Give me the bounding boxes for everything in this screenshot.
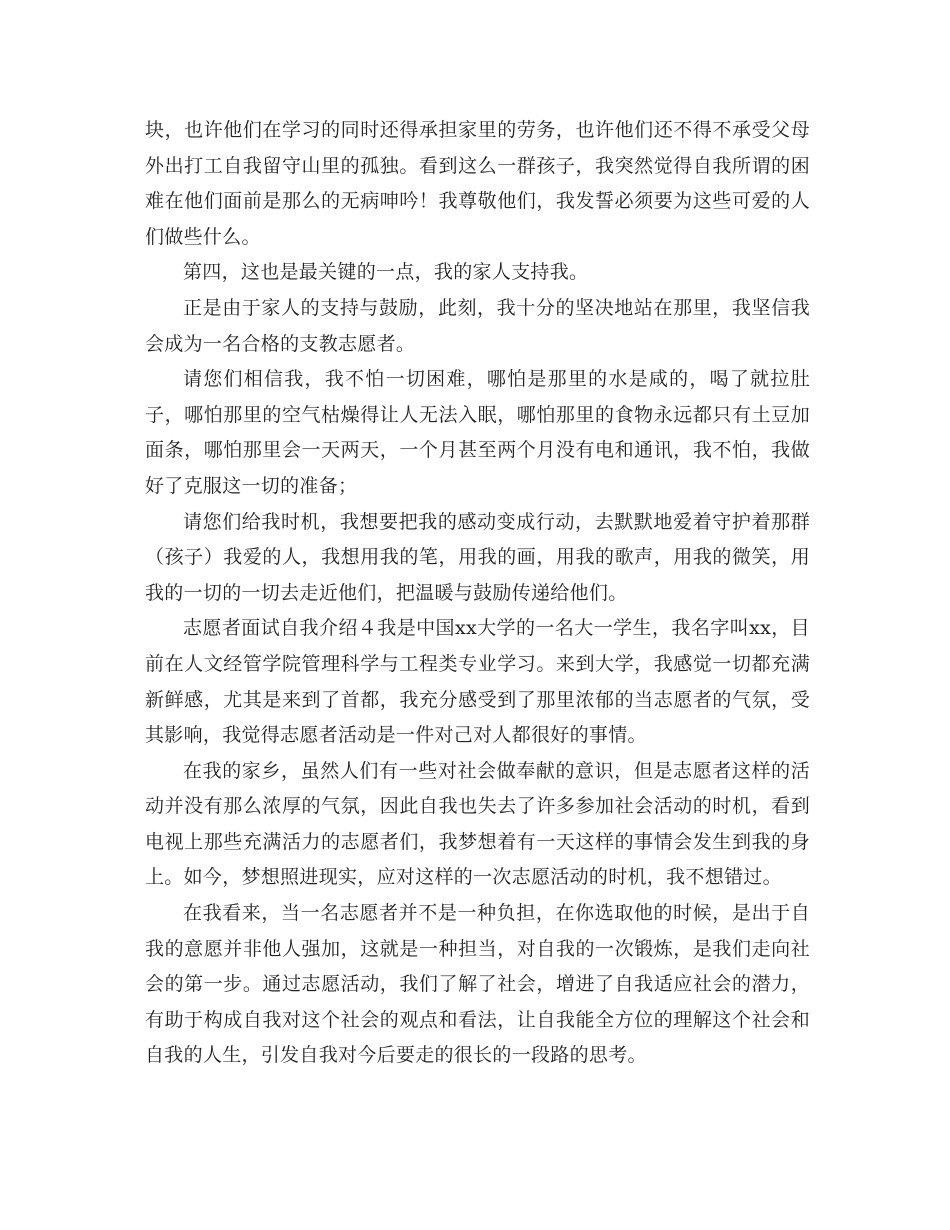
paragraph-self-intro-4: 志愿者面试自我介绍４我是中国xx大学的一名大一学生，我名字叫xx，目前在人文经管学院管理科学与工程类专业学习。来到大学，我感觉一切都充满新鲜感，尤其是来到了首都，我充分感受到了那里浓郁的当志愿者的气氛，受其影响，我觉得志愿者活动是一件对己对人都很好的事情。 xyxy=(145,617,810,747)
paragraph-determination: 正是由于家人的支持与鼓励，此刻，我十分的坚决地站在那里，我坚信我会成为一名合格的支教志愿者。 xyxy=(145,296,810,355)
paragraph-hometown: 在我的家乡，虽然人们有一些对社会做奉献的意识，但是志愿者这样的活动并没有那么浓厚的气氛，因此自我也失去了许多参加社会活动的时机，看到电视上那些充满活力的志愿者们，我梦想着有一天这样的事情会发生到我的身上。如今，梦想照进现实，应对这样的一次志愿活动的时机，我不想错过。 xyxy=(145,759,810,889)
document-body xyxy=(145,113,810,1074)
paragraph-give-chance: 请您们给我时机，我想要把我的感动变成行动，去默默地爱着守护着那群（孩子）我爱的人，我想用我的笔，用我的画，用我的歌声，用我的微笑，用我的一切的一切去走近他们，把温暖与鼓励传递给他们。 xyxy=(145,510,810,604)
paragraph-family-support: 第四，这也是最关键的一点，我的家人支持我。 xyxy=(183,261,589,284)
paragraph-continuation: 块，也许他们在学习的同时还得承担家里的劳务，也许他们还不得不承受父母外出打工自我留守山里的孤独。看到这么一群孩子，我突然觉得自我所谓的困难在他们面前是那么的无病呻吟！我尊敬他们，我发誓必须要为这些可爱的人们做些什么。 xyxy=(145,119,810,248)
paragraph-not-afraid: 请您们相信我，我不怕一切困难，哪怕是那里的水是咸的，喝了就拉肚子，哪怕那里的空气枯燥得让人无法入眠，哪怕那里的食物永远都只有土豆加面条，哪怕那里会一天两天，一个月甚至两个月没有电和通讯，我不怕，我做好了克服这一切的准备； xyxy=(145,368,810,497)
paragraph-volunteer-view: 在我看来，当一名志愿者并不是一种负担，在你选取他的时候，是出于自我的意愿并非他人强加，这就是一种担当，对自我的一次锻炼，是我们走向社会的第一步。通过志愿活动，我们了解了社会，增进了自我适应社会的潜力，有助于构成自我对这个社会的观点和看法，让自我能全方位的理解这个社会和自我的人生，引发自我对今后要走的很长的一段路的思考。 xyxy=(145,902,810,1067)
